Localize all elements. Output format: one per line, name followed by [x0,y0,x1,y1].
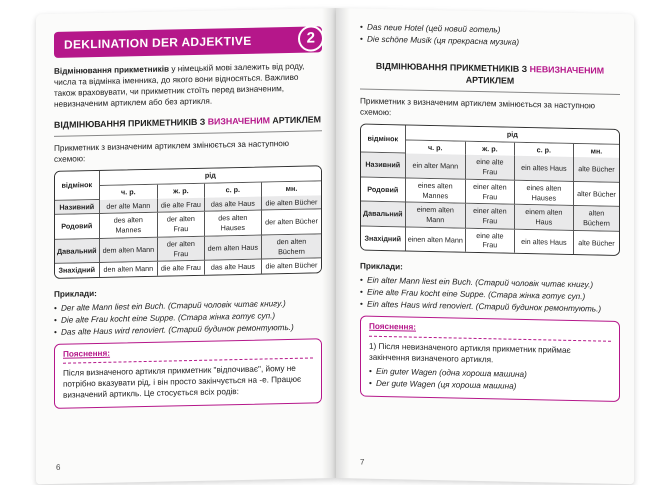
column-header: мн. [574,144,619,159]
table-cell: einen alten Mann [406,227,466,252]
table-cell: des alten Hauses [205,211,262,237]
table-cell: alte Bücher [574,157,619,182]
column-header: ч. р. [406,140,466,155]
explanation-examples [369,365,611,393]
table-cell: einer alten Frau [466,180,515,205]
table-cell: der alten Bücher [262,210,321,236]
list-item: • Die schöne Musik (ця прекрасна музика) [360,34,620,51]
table-cell: dem alten Haus [205,235,262,261]
column-header: с. р. [515,142,574,157]
case-cell: Давальний [361,202,406,227]
chapter-number-badge: 2 [298,25,324,52]
table-cell: alten Büchern [574,206,619,231]
explanation-title: Пояснення: [63,348,111,359]
table-cell: eine alte Frau [466,228,515,252]
list-item: • Das neue Hotel (цей новий готель) [360,22,620,39]
gender-header: рід [100,167,321,186]
list-item: • Eine alte Frau kocht eine Suppe. (Стара жінка готує суп.) [360,287,620,304]
table-cell: der alte Mann [100,198,158,214]
explanation-box [54,339,322,409]
case-cell: Називний [361,153,406,178]
list-item: • Der gute Wagen (ця хороша машина) [369,377,611,393]
table-cell: der alten Frau [158,212,205,237]
gender-header: рід [406,125,619,144]
section-divider [54,130,322,137]
table-cell: den alten Büchern [262,234,321,260]
table-cell: des alten Mannes [100,213,158,239]
declension-table-indefinite [360,124,620,257]
table-cell: das alte Haus [205,196,262,212]
examples-title: Приклади: [54,289,97,299]
chapter-banner [54,26,322,58]
explanation-box [360,316,620,402]
explanation-title: Пояснення: [369,322,417,333]
section-title-highlight: НЕВИЗНАЧЕНИМ [529,64,605,76]
top-examples-list [360,22,620,51]
page-gutter-shadow [322,8,336,478]
table-cell: den alten Mann [100,262,158,277]
explanation-text: 1) Після невизначеного артикля прикметник приймає закінчення визначеного артикля. [369,341,571,364]
column-header: ж. р. [466,141,515,156]
case-cell: Називний [55,200,100,216]
table-cell: eines alten Mannes [406,178,466,204]
column-header: с. р. [205,183,262,198]
case-cell: Знахідний [361,226,406,250]
intro-bold: Відмінювання прикметників [54,64,170,76]
column-header: ж. р. [158,184,205,199]
scheme-text: Прикметник з визначеним артиклем змінюється за наступною схемою: [360,96,595,118]
page-number: 7 [360,457,365,467]
table-cell: dem alten Mann [100,238,158,264]
column-header: мн. [262,181,321,196]
intro-text: у німецькій мові залежить від роду, числа та відмінка іменника, до якого вони відносяться. Важливо також враховувати, чи прикметник стоїть перед визначеним, невизначеним артиклем або без артикля. [54,61,305,110]
list-item: • Ein altes Haus wird renoviert. (Старий будинок ремонтують.) [360,299,620,316]
table-cell: ein altes Haus [515,156,574,182]
table-cell: alter Bücher [574,182,619,207]
table-cell: das alte Haus [205,260,262,275]
explanation-text: Після визначеного артикля прикметник "відпочиває", йому не потрібно вказувати рід, і він просто закінчується на -е. Працює визначений артикль. Це стосується всіх родів: [63,364,302,401]
table-cell: einem alten Mann [406,203,466,229]
section-title-part: ВІДМІНЮВАННЯ ПРИКМЕТНИКІВ З [375,60,530,75]
section-title-part: АРТИКЛЕМ [269,114,321,126]
right-page [336,8,634,484]
table-row [361,226,619,255]
section-title-indefinite [360,61,620,90]
table-cell: die alte Frau [158,197,205,213]
table-cell: einer alten Frau [466,204,515,229]
case-cell: Знахідний [55,263,100,278]
scheme-text: Прикметник з визначеним артиклем змінюється за наступною схемою: [54,139,289,165]
table-cell: alte Bücher [574,231,619,255]
banner-title: DEKLINATION DER ADJEKTIVE [64,33,252,52]
list-item: • Der alte Mann liest ein Buch. (Старий чоловік читає книгу.) [54,297,322,314]
table-cell: ein altes Haus [515,229,574,254]
column-header: ч. р. [100,185,158,200]
section-title-definite [54,115,322,132]
section-title-part: ВІДМІНЮВАННЯ ПРИКМЕТНИКІВ З [54,116,208,131]
examples-list [54,297,322,338]
examples-list [360,275,620,316]
intro-paragraph [54,60,322,110]
case-cell: Родовий [55,214,100,239]
table-cell: eines alten Hauses [515,181,574,207]
table-cell: ein alter Mann [406,154,466,180]
table-cell: der alten Frau [158,237,205,262]
left-page [36,8,336,484]
page-number: 6 [56,462,61,472]
section-title-highlight: ВИЗНАЧЕНИМ [207,115,270,127]
case-cell: Родовий [361,177,406,202]
case-cell: Давальний [55,239,100,264]
case-header: відмінок [361,125,406,154]
section-divider [360,88,620,94]
table-cell: die alte Frau [158,261,205,276]
list-item: • Die alte Frau kocht eine Suppe. (Стара жінка готує суп.) [54,309,322,326]
examples-title: Приклади: [360,261,403,272]
table-cell: die alten Bücher [262,259,321,274]
list-item: • Ein alter Mann liest ein Buch. (Старий чоловік читає книгу.) [360,275,620,292]
table-cell: die alten Bücher [262,195,321,211]
page-gutter-shadow [336,8,350,478]
table-cell: eine alte Frau [466,155,515,180]
table-cell: einem alten Haus [515,205,574,231]
declension-table-definite [54,166,322,279]
list-item: • Ein guter Wagen (одна хороша машина) [369,365,611,381]
section-title-part: АРТИКЛЕМ [465,74,515,86]
case-header: відмінок [55,171,100,200]
list-item: • Das alte Haus wird renoviert. (Старий будинок ремонтують.) [54,321,322,338]
